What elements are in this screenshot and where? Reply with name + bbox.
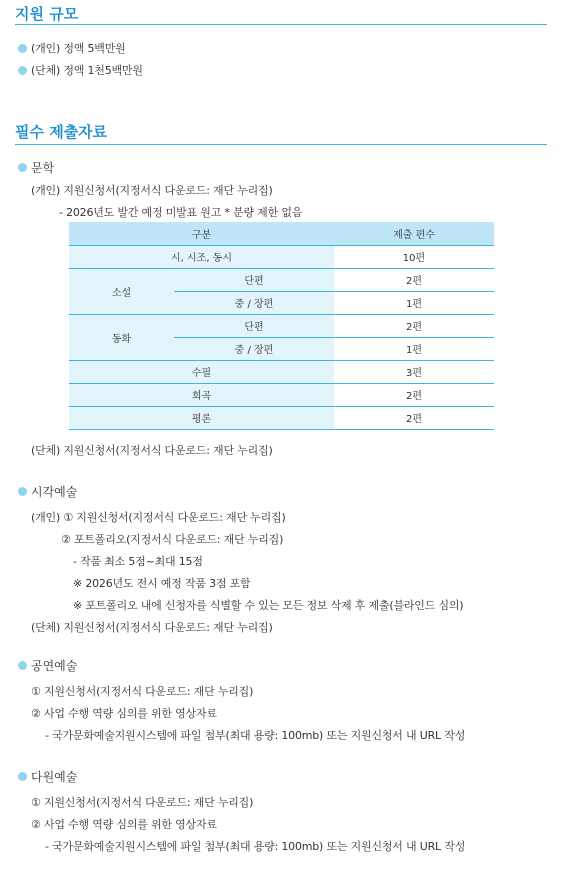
table-divider xyxy=(69,360,494,361)
bullet-icon xyxy=(18,661,27,670)
table-header-count: 제출 편수 xyxy=(334,222,494,245)
table-cell-count: 1편 xyxy=(405,299,423,310)
table-divider xyxy=(69,268,494,269)
table-cell-count: 2편 xyxy=(405,414,423,425)
list-item: (개인) 정액 5백만원 xyxy=(18,40,126,56)
subsection-literature: 문학 xyxy=(18,159,54,176)
literature-note: - 2026년도 발간 예정 미발표 원고 * 분량 제한 없음 xyxy=(59,206,303,219)
bullet-icon xyxy=(18,772,27,781)
table-header-category: 구분 xyxy=(69,222,334,245)
table-row-label: 평론 xyxy=(69,406,334,429)
table-sub-label: 중 / 장편 xyxy=(174,291,334,314)
bullet-icon xyxy=(18,163,27,172)
multi-item-2: ② 사업 수행 역량 심의를 위한 영상자료 xyxy=(31,818,217,831)
table-divider xyxy=(69,383,494,384)
literature-individual: (개인) 지원신청서(지정서식 다운로드: 재단 누리집) xyxy=(31,184,273,197)
subsection-performing: 공연예술 xyxy=(18,657,77,674)
submission-table xyxy=(69,222,494,430)
performing-note: - 국가문화예술지원시스템에 파일 첨부(최대 용량: 100mb) 또는 지원신청서 내 URL 작성 xyxy=(45,729,466,742)
subsection-visual: 시각예술 xyxy=(18,483,77,500)
visual-note-2: ※ 2026년도 전시 예정 작품 3점 포함 xyxy=(73,577,251,590)
table-cell-count: 2편 xyxy=(405,391,423,402)
table-cell-count: 10편 xyxy=(402,253,426,264)
table-divider xyxy=(174,337,494,338)
table-cell-count: 2편 xyxy=(405,276,423,287)
multi-note: - 국가문화예술지원시스템에 파일 첨부(최대 용량: 100mb) 또는 지원신청서 내 URL 작성 xyxy=(45,840,466,853)
section-title-scale: 지원 규모 xyxy=(15,5,79,23)
literature-group: (단체) 지원신청서(지정서식 다운로드: 재단 누리집) xyxy=(31,444,273,457)
section-title-required: 필수 제출자료 xyxy=(15,123,108,141)
table-divider xyxy=(69,406,494,407)
table-divider xyxy=(69,314,494,315)
table-divider xyxy=(174,291,494,292)
section-divider xyxy=(15,144,547,145)
performing-item-2: ② 사업 수행 역량 심의를 위한 영상자료 xyxy=(31,707,217,720)
subsection-multi: 다원예술 xyxy=(18,768,77,785)
table-sub-label: 단편 xyxy=(174,314,334,337)
performing-item-1: ① 지원신청서(지정서식 다운로드: 재단 누리집) xyxy=(31,685,254,698)
bullet-icon xyxy=(18,44,27,53)
table-cell-count: 2편 xyxy=(405,322,423,333)
table-row-label: 소설 xyxy=(69,268,174,314)
visual-individual-1: (개인) ① 지원신청서(지정서식 다운로드: 재단 누리집) xyxy=(31,511,286,524)
table-row-label: 동화 xyxy=(69,314,174,360)
table-cell-count: 3편 xyxy=(405,368,423,379)
table-sub-label: 중 / 장편 xyxy=(174,337,334,360)
visual-note-1: - 작품 최소 5점~최대 15점 xyxy=(73,555,203,568)
visual-individual-2: ② 포트폴리오(지정서식 다운로드: 재단 누리집) xyxy=(61,533,284,546)
bullet-icon xyxy=(18,487,27,496)
table-divider xyxy=(69,429,494,430)
table-row-label: 수필 xyxy=(69,360,334,383)
visual-note-3: ※ 포트폴리오 내에 신청자를 식별할 수 있는 모든 정보 삭제 후 제출(블라인드 심의) xyxy=(73,599,464,612)
table-divider xyxy=(69,245,494,246)
visual-group: (단체) 지원신청서(지정서식 다운로드: 재단 누리집) xyxy=(31,621,273,634)
table-cell-count: 1편 xyxy=(405,345,423,356)
list-item: (단체) 정액 1천5백만원 xyxy=(18,62,143,78)
table-row-label: 시, 시조, 동시 xyxy=(69,245,334,268)
section-divider xyxy=(15,24,547,25)
bullet-icon xyxy=(18,66,27,75)
multi-item-1: ① 지원신청서(지정서식 다운로드: 재단 누리집) xyxy=(31,796,254,809)
table-sub-label: 단편 xyxy=(174,268,334,291)
table-row-label: 희곡 xyxy=(69,383,334,406)
